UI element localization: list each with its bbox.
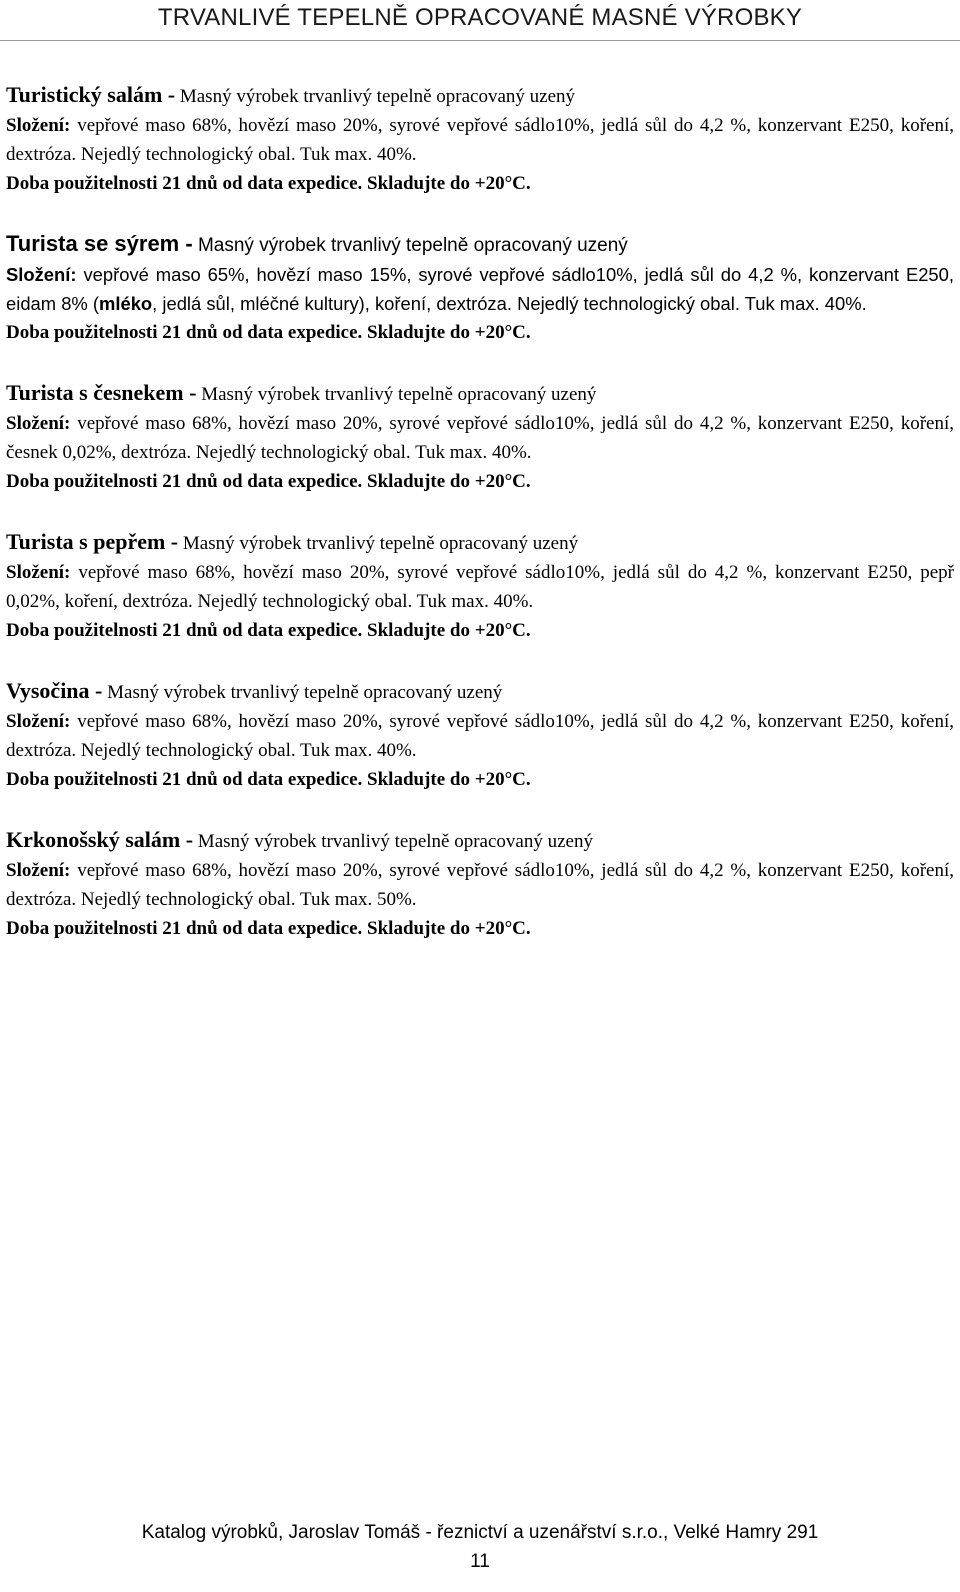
composition-label: Složení: [6, 860, 71, 881]
composition-text-continued: , jedlá sůl, mléčné kultury), koření, dextróza. Nejedlý technologický obal. Tuk max. 40%. [152, 293, 867, 314]
composition-label: Složení: [6, 264, 77, 285]
product-validity: Doba použitelnosti 21 dnů od data expedice. Skladujte do +20°C. [6, 769, 531, 790]
composition-label: Složení: [6, 562, 71, 583]
product-entry-vysocina [6, 676, 954, 794]
product-list [6, 80, 954, 974]
title-divider [0, 40, 960, 41]
product-entry-turista-s-cesnekem [6, 378, 954, 496]
product-name: Turista s pepřem - [6, 529, 179, 554]
product-description: Masný výrobek trvanlivý tepelně opracovaný uzený [175, 86, 576, 107]
product-name: Vysočina - [6, 678, 103, 703]
product-name: Krkonošský salám - [6, 827, 194, 852]
page-number: 11 [470, 1551, 490, 1572]
composition-label: Složení: [6, 711, 71, 732]
product-validity: Doba použitelnosti 21 dnů od data expedice. Skladujte do +20°C. [6, 322, 531, 343]
composition-text: vepřové maso 68%, hovězí maso 20%, syrové vepřové sádlo10%, jedlá sůl do 4,2 %, konzervant E250, koření, dextróza. Nejedlý technologický obal. Tuk max. 50%. [6, 860, 954, 910]
product-name: Turista s česnekem - [6, 380, 197, 405]
composition-text: vepřové maso 68%, hovězí maso 20%, syrové vepřové sádlo10%, jedlá sůl do 4,2 %, konzervant E250, pepř 0,02%, koření, dextróza. Nejedlý technologický obal. Tuk max. 40%. [6, 562, 954, 612]
product-composition [6, 409, 954, 467]
composition-text: vepřové maso 68%, hovězí maso 20%, syrové vepřové sádlo10%, jedlá sůl do 4,2 %, konzervant E250, koření, dextróza. Nejedlý technologický obal. Tuk max. 40%. [6, 711, 954, 761]
page-footer: Katalog výrobků, Jaroslav Tomáš - řeznictví a uzenářství s.r.o., Velké Hamry 291 [141, 1522, 819, 1543]
composition-label: Složení: [6, 413, 71, 434]
product-validity: Doba použitelnosti 21 dnů od data expedice. Skladujte do +20°C. [6, 918, 531, 939]
product-heading [6, 676, 954, 707]
product-entry-turisticky-salam [6, 80, 954, 198]
page-title: TRVANLIVÉ TEPELNĚ OPRACOVANÉ MASNÉ VÝROBKY [157, 4, 803, 31]
product-description: Masný výrobek trvanlivý tepelně opracovaný uzený [192, 235, 628, 256]
product-composition [6, 707, 954, 765]
composition-label: Složení: [6, 115, 71, 136]
allergen-highlight: mléko [99, 293, 153, 314]
composition-text: vepřové maso 68%, hovězí maso 20%, syrové vepřové sádlo10%, jedlá sůl do 4,2 %, konzervant E250, koření, dextróza. Nejedlý technologický obal. Tuk max. 40%. [6, 115, 954, 165]
product-description: Masný výrobek trvanlivý tepelně opracovaný uzený [178, 533, 579, 554]
product-heading [6, 229, 954, 260]
product-name: Turistický salám - [6, 82, 176, 107]
product-heading [6, 378, 954, 409]
product-validity: Doba použitelnosti 21 dnů od data expedice. Skladujte do +20°C. [6, 471, 531, 492]
product-entry-turista-s-peprem [6, 527, 954, 645]
product-description: Masný výrobek trvanlivý tepelně opracovaný uzený [196, 384, 597, 405]
product-composition [6, 260, 954, 318]
product-heading [6, 825, 954, 856]
product-description: Masný výrobek trvanlivý tepelně opracovaný uzený [102, 682, 503, 703]
product-heading [6, 80, 954, 111]
product-composition [6, 558, 954, 616]
product-entry-turista-se-syrem [6, 229, 954, 347]
product-validity: Doba použitelnosti 21 dnů od data expedice. Skladujte do +20°C. [6, 173, 531, 194]
composition-text: vepřové maso 68%, hovězí maso 20%, syrové vepřové sádlo10%, jedlá sůl do 4,2 %, konzervant E250, koření, česnek 0,02%, dextróza. Nejedlý technologický obal. Tuk max. 40%. [6, 413, 954, 463]
product-description: Masný výrobek trvanlivý tepelně opracovaný uzený [193, 831, 593, 852]
product-heading [6, 527, 954, 558]
product-name: Turista se sýrem - [6, 231, 193, 256]
product-composition [6, 856, 954, 914]
product-entry-krkonossky-salam [6, 825, 954, 943]
product-validity: Doba použitelnosti 21 dnů od data expedice. Skladujte do +20°C. [6, 620, 531, 641]
product-composition [6, 111, 954, 169]
composition-text: vepřové maso 65%, hovězí maso 15%, syrové vepřové sádlo10%, jedlá sůl do 4,2 %, konzervant E250, eidam 8% ( [6, 264, 954, 314]
